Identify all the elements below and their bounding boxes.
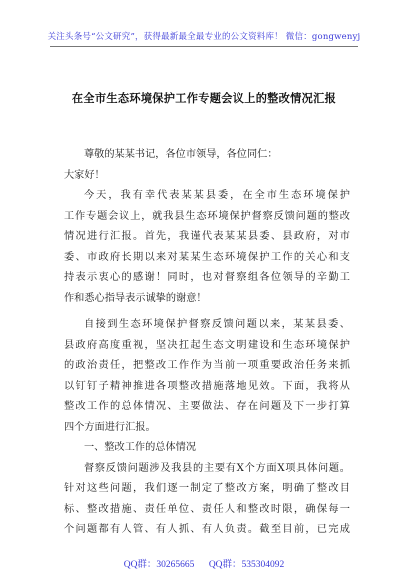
footer-contact: [0, 556, 408, 570]
paragraph-line: 持表示衷心的感谢！同时，也对督察组各位领导的辛勤工: [64, 272, 350, 283]
paragraph-line: 督察反馈问题涉及我县的主要有X个方面X项具体问题。: [84, 462, 350, 474]
paragraph-line: 标、整改措施、责任单位、责任人和整改时限，确保每一: [64, 503, 350, 515]
paragraph-line: 情况进行汇报。首先，我谨代表某某县委、县政府，对市: [64, 231, 350, 242]
paragraph-line: 针对这些问题，我们逐一制定了整改方案，明确了整改目: [64, 483, 350, 494]
document-title: 在全市生态环境保护工作专题会议上的整改情况汇报: [71, 91, 337, 105]
paragraph-line: 委、市政府长期以来对某某生态环境保护工作的关心和支: [64, 251, 350, 263]
paragraph-line: 以钉钉子精神推进各项整改措施落地见效。下面，我将从: [64, 380, 350, 392]
document-body: [64, 145, 350, 541]
paragraph-line: 四个方面进行汇报。: [64, 421, 156, 433]
paragraph-line: 自接到生态环境保护督察反馈问题以来，某某县委、: [84, 319, 350, 330]
header-divider: [50, 46, 358, 47]
greeting: 大家好！: [64, 169, 105, 181]
paragraph-line: 县政府高度重视，坚决扛起生态文明建设和生态环境保护: [64, 339, 350, 351]
paragraph-line: 整改工作的总体情况、主要做法、存在问题及下一步打算: [64, 401, 350, 412]
header-banner: 关注头条号“公文研究”，获得最新最全最专业的公文资料库！ 微信：gongwenyj: [47, 32, 361, 42]
section-heading: 一、整改工作的总体情况: [84, 442, 197, 453]
footer-qq-group-2: QQ群：535304092: [208, 560, 285, 570]
paragraph-line: 的政治责任，把整改工作作为当前一项重要政治任务来抓: [64, 360, 350, 371]
salutation: 尊敬的某某书记，各位市领导，各位同仁：: [84, 149, 278, 160]
paragraph-line: 今天，我有幸代表某某县委，在全市生态环境保护: [84, 190, 350, 201]
paragraph-line: 工作专题会议上，就我县生态环境保护督察反馈问题的整改: [64, 210, 350, 222]
paragraph-line: 作和悉心指导表示诚挚的谢意！: [64, 292, 207, 304]
footer-qq-group-1: QQ群：30265665: [123, 560, 195, 570]
paragraph-line: 个问题都有人管、有人抓、有人负责。截至目前，已完成: [64, 524, 350, 535]
